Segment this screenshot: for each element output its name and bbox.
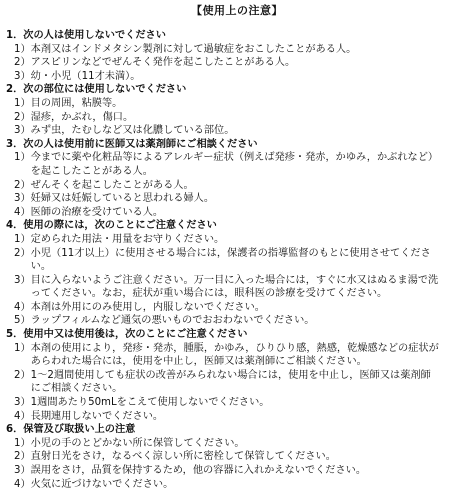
item-text: 目に入らないようご注意ください。万一目に入った場合には，すぐに水又はぬるま湯で洗 ってください。なお，症状が重い場合には，眼科医の診療を受けてください。 [30,274,439,300]
item-number: 3） [14,193,31,205]
list-item [6,43,468,57]
list-item [6,301,468,315]
item-number: 4） [14,410,31,422]
list-item [6,478,468,491]
list-item [6,151,468,178]
item-text: 目の周囲，粘膜等。 [30,97,123,109]
list-item [6,342,468,369]
section-1 [6,29,468,83]
item-text: 直射日光をさけ，なるべく涼しい所に密栓して保管してください。 [30,451,336,463]
item-number: 3） [14,397,31,409]
list-item [6,179,468,193]
item-text: みず虫，たむしなど又は化膿している部位。 [30,125,235,137]
item-text: 幼・小児（11才未満）。 [30,70,141,82]
item-number: 1） [14,152,31,164]
section-5 [6,328,468,423]
list-item [6,396,468,410]
list-item [6,70,468,84]
item-number: 3） [14,274,31,286]
document-page [0,3,474,490]
item-text: 1～2週間使用しても症状の改善がみられない場合には，使用を中止し，医師又は薬剤師 にご相談ください。 [30,369,431,395]
list-item [6,247,468,274]
item-text: ぜんそくを起こしたことがある人。 [30,179,194,191]
item-number: 3） [14,70,31,82]
item-number: 5） [14,315,31,327]
list-item [6,97,468,111]
item-number: 1） [14,437,31,449]
item-text: 定められた用法・用量をお守りください。 [30,233,225,245]
section-heading: 5．使用中又は使用後は，次のことにご注意ください [6,329,248,341]
section-4 [6,219,468,328]
item-number: 2） [14,369,31,381]
item-number: 3） [14,465,31,476]
item-number: 1） [14,97,31,109]
list-item [6,111,468,125]
list-item [6,437,468,451]
item-number: 1） [14,342,31,354]
list-item [6,56,468,70]
section-heading: 3．次の人は使用前に医師又は薬剤師にご相談ください [6,138,258,150]
item-text: 誤用をさけ，品質を保持するため，他の容器に入れかえないでください。 [30,465,367,476]
list-item [6,369,468,396]
item-number: 1） [14,233,31,245]
item-text: 妊婦又は妊娠していると思われる婦人。 [30,193,215,205]
item-number: 2） [14,57,31,69]
item-text: 本剤は外用にのみ使用し，内服しないでください。 [30,301,265,313]
item-number: 2） [14,111,31,123]
precautions-list [6,29,468,491]
item-text: 医師の治療を受けている人。 [30,206,164,218]
item-text: 本剤又はインドメタシン製剤に対して過敏症をおこしたことがある人。 [30,43,357,55]
item-number: 4） [14,478,31,490]
section-heading: 4．使用の際には，次のことにご注意ください [6,220,217,232]
list-item [6,192,468,206]
section-heading: 1．次の人は使用しないでください [6,30,166,41]
item-number: 2） [14,451,31,463]
list-item [6,206,468,220]
list-item [6,233,468,247]
section-3 [6,138,468,220]
list-item [6,410,468,424]
item-text: 本剤の使用により，発疹・発赤，腫脹，かゆみ，ひりひり感，熱感，乾燥感などの症状が あらわれた場合には，使用を中止し，医師又は薬剤師にご相談ください。 [30,342,439,368]
list-item [6,464,468,478]
document-title: 【使用上の注意】 [191,4,283,17]
section-heading: 2．次の部位には使用しないでください [6,84,187,96]
item-text: 小児の手のとどかない所に保管してください。 [30,437,245,449]
item-number: 2） [14,247,31,259]
item-text: 1週間あたり50mLをこえて使用しないでください。 [30,397,270,409]
item-text: 長期連用しないでください。 [30,410,164,422]
item-text: 湿疹，かぶれ，傷口。 [30,111,134,123]
section-2 [6,83,468,137]
item-number: 3） [14,125,31,137]
item-text: アスピリンなどでぜんそく発作を起こしたことがある人。 [30,57,296,69]
item-number: 4） [14,301,31,313]
item-text: ラップフィルムなど通気の悪いものでおおわないでください。 [30,315,315,327]
list-item [6,124,468,138]
section-heading: 6．保管及び取扱い上の注意 [6,424,136,436]
list-item [6,274,468,301]
item-number: 1） [14,43,31,55]
item-number: 2） [14,179,31,191]
item-text: 小児（11才以上）に使用させる場合には，保護者の指導監督のもとに使用させてくださ い。 [30,247,431,273]
item-text: 今までに薬や化粧品等によるアレルギー症状（例えば発疹・発赤，かゆみ，かぶれなど） を起こしたことがある人。 [30,152,439,177]
item-text: 火気に近づけないでください。 [30,478,174,490]
list-item [6,314,468,328]
item-number: 4） [14,206,31,218]
list-item [6,450,468,464]
section-6 [6,423,468,491]
